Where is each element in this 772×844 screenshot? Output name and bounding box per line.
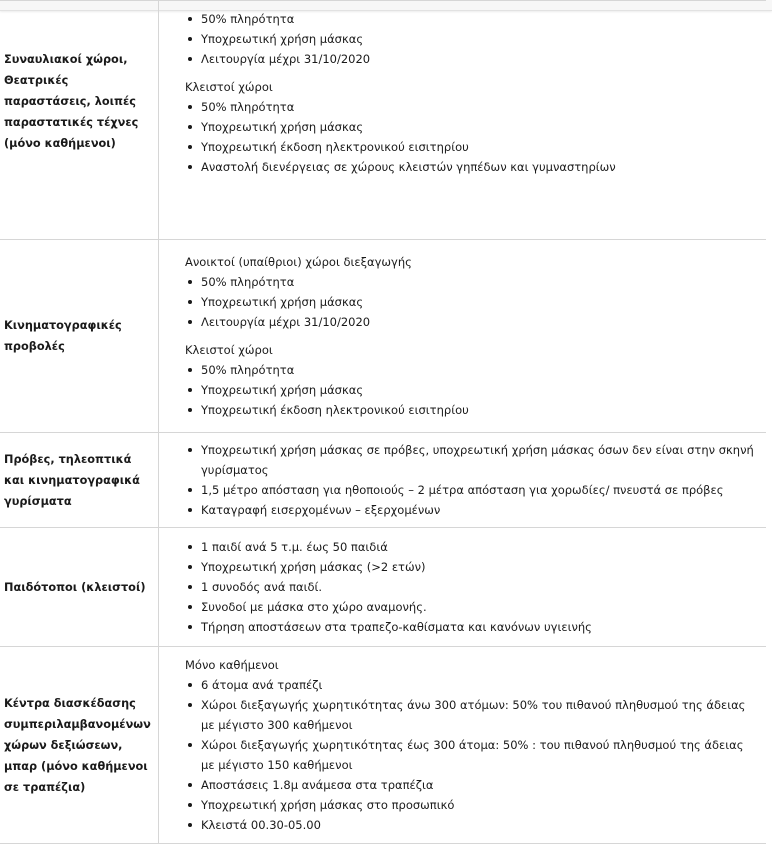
list-item: 1 συνοδός ανά παιδί. — [201, 577, 756, 597]
requirements-cell — [159, 433, 767, 528]
list-item: 50% πληρότητα — [201, 360, 756, 380]
list-item: 50% πληρότητα — [201, 97, 756, 117]
requirement-group — [185, 655, 756, 835]
requirement-group — [185, 9, 756, 69]
list-item: Κλειστά 00.30-05.00 — [201, 815, 756, 835]
table-row — [0, 433, 766, 528]
list-item: Αναστολή διενέργειας σε χώρους κλειστών γηπέδων και γυμναστηρίων — [201, 157, 756, 177]
requirement-group — [185, 252, 756, 332]
list-item: Τήρηση αποστάσεων στα τραπεζο-καθίσματα και κανόνων υγιεινής — [201, 617, 756, 637]
requirements-cell — [159, 1, 767, 240]
requirement-group — [185, 537, 756, 637]
table-row — [0, 240, 766, 433]
list-item: Υποχρεωτική χρήση μάσκας σε πρόβες, υποχρεωτική χρήση μάσκας όσων δεν είναι στην σκηνή γυρίσματος — [201, 440, 756, 480]
list-item: Καταγραφή εισερχομένων – εξερχομένων — [201, 500, 756, 520]
table-row — [0, 647, 766, 844]
list-item: Λειτουργία μέχρι 31/10/2020 — [201, 49, 756, 69]
requirement-list — [185, 675, 756, 835]
list-item: Λειτουργία μέχρι 31/10/2020 — [201, 312, 756, 332]
category-cell: Συναυλιακοί χώροι, Θεατρικές παραστάσεις, λοιπές παραστατικές τέχνες (μόνο καθήμενοι) — [0, 1, 159, 240]
requirement-list — [185, 9, 756, 69]
list-item: Υποχρεωτική χρήση μάσκας στο προσωπικό — [201, 795, 756, 815]
list-item: Υποχρεωτική χρήση μάσκας — [201, 117, 756, 137]
group-title: Ανοικτοί (υπαίθριοι) χώροι διεξαγωγής — [185, 255, 412, 269]
requirements-cell — [159, 647, 767, 844]
requirement-group — [185, 77, 756, 177]
list-item: 1 παιδί ανά 5 τ.μ. έως 50 παιδιά — [201, 537, 756, 557]
table-row — [0, 528, 766, 647]
list-item: Υποχρεωτική έκδοση ηλεκτρονικού εισιτηρίου — [201, 137, 756, 157]
group-title: Κλειστοί χώροι — [185, 80, 273, 94]
requirement-group — [185, 440, 756, 520]
requirement-list — [185, 440, 756, 520]
list-item: Αποστάσεις 1.8μ ανάμεσα στα τραπέζια — [201, 775, 756, 795]
category-cell: Κινηματογραφικές προβολές — [0, 240, 159, 433]
list-item: Υποχρεωτική χρήση μάσκας (>2 ετών) — [201, 557, 756, 577]
requirement-list — [185, 537, 756, 637]
list-item: Συνοδοί με μάσκα στο χώρο αναμονής. — [201, 597, 756, 617]
table-row — [0, 1, 766, 240]
group-title: Μόνο καθήμενοι — [185, 658, 279, 672]
list-item: 50% πληρότητα — [201, 272, 756, 292]
list-item: Υποχρεωτική χρήση μάσκας — [201, 29, 756, 49]
category-cell: Πρόβες, τηλεοπτικά και κινηματογραφικά γυρίσματα — [0, 433, 159, 528]
list-item: Υποχρεωτική έκδοση ηλεκτρονικού εισιτηρίου — [201, 400, 756, 420]
list-item: 1,5 μέτρο απόσταση για ηθοποιούς – 2 μέτρα απόσταση για χορωδίες/ πνευστά σε πρόβες — [201, 480, 756, 500]
requirement-group — [185, 340, 756, 420]
requirements-cell — [159, 528, 767, 647]
category-cell: Κέντρα διασκέδασης συμπεριλαμβανομένων χώρων δεξιώσεων, μπαρ (μόνο καθήμενοι σε τραπέζια) — [0, 647, 159, 844]
list-item: Χώροι διεξαγωγής χωρητικότητας άνω 300 ατόμων: 50% του πιθανού πληθυσμού της άδειας με μέγιστο 300 καθήμενοι — [201, 695, 756, 735]
requirements-cell — [159, 240, 767, 433]
list-item: Υποχρεωτική χρήση μάσκας — [201, 380, 756, 400]
requirement-list — [185, 272, 756, 332]
list-item: Υποχρεωτική χρήση μάσκας — [201, 292, 756, 312]
list-item: Χώροι διεξαγωγής χωρητικότητας έως 300 άτομα: 50% : του πιθανού πληθυσμού της άδειας με μέγιστο 150 καθήμενοι — [201, 735, 756, 775]
requirement-list — [185, 97, 756, 177]
list-item: 6 άτομα ανά τραπέζι — [201, 675, 756, 695]
category-cell: Παιδότοποι (κλειστοί) — [0, 528, 159, 647]
group-title: Κλειστοί χώροι — [185, 343, 273, 357]
requirement-list — [185, 360, 756, 420]
list-item: 50% πληρότητα — [201, 9, 756, 29]
